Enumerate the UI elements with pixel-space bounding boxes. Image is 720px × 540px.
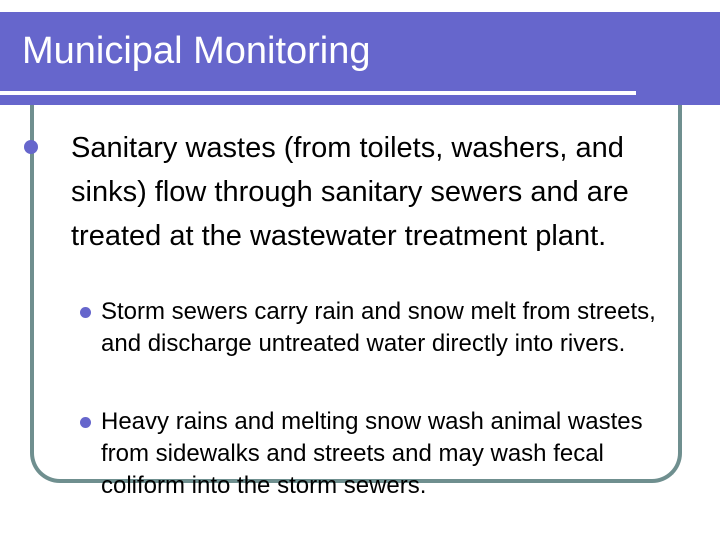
sub-bullet-item (80, 406, 660, 502)
sub-bullet-item (80, 296, 660, 360)
bullet-dot-icon (24, 140, 38, 154)
bullet-text: Sanitary wastes (from toilets, washers, and sinks) flow through sanitary sewers and are treated at the wastewater treatment plant. (71, 132, 629, 252)
title-underline (0, 91, 636, 95)
sub-bullet-dot-icon (80, 417, 91, 428)
sub-bullet-dot-icon (80, 307, 91, 318)
sub-bullet-text: Heavy rains and melting snow wash animal wastes from sidewalks and streets and may wash fecal coliform into the storm sewers. (101, 408, 643, 499)
slide-title: Municipal Monitoring (22, 30, 371, 72)
bullet-item (24, 126, 664, 258)
sub-bullet-text: Storm sewers carry rain and snow melt from streets, and discharge untreated water directly into rivers. (101, 298, 656, 357)
